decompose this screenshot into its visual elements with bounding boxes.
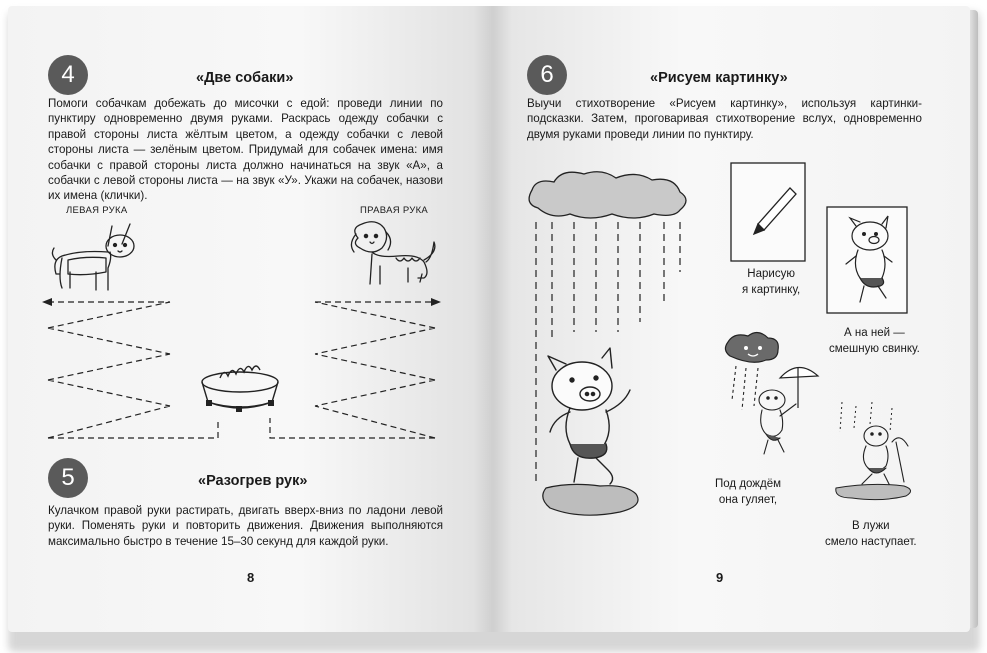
section-number-badge: 5 xyxy=(48,458,88,498)
cloud-icon xyxy=(524,168,694,228)
pig-umbrella-icon xyxy=(722,330,832,470)
instruction-paragraph: Кулачком правой руки растирать, двигать вверх-вниз по ладони левой руки. Поменять руки и повторить движения. Движения выполняются максимально быстро в течение 15–30 секунд для каждой руки. xyxy=(48,504,443,548)
page-number: 8 xyxy=(247,570,255,585)
caption-line: она гуляет, xyxy=(718,494,778,506)
caption-line: я картинку, xyxy=(742,284,801,296)
chihuahua-dog-icon xyxy=(50,218,140,293)
pig-icon xyxy=(540,348,660,518)
section-title: «Рисуем картинку» xyxy=(650,70,788,86)
caption-line: Нарисую xyxy=(747,268,795,280)
poem-caption-1 xyxy=(742,266,800,298)
left-hand-label: ЛЕВАЯ РУКА xyxy=(66,205,128,216)
poem-caption-2 xyxy=(829,325,920,357)
section-text xyxy=(48,503,443,549)
framed-pig-icon xyxy=(826,206,908,316)
pig-puddle-icon xyxy=(832,402,916,502)
instruction-paragraph: Выучи стихотворение «Рисуем картинку», используя картинки-подсказки. Затем, проговаривая стихотворение вслух, одновременно двумя руками проведи линии по пунктиру. xyxy=(527,97,922,141)
section-number-badge: 4 xyxy=(48,55,88,95)
right-hand-label: ПРАВАЯ РУКА xyxy=(360,205,429,216)
dog-bowl-icon xyxy=(198,364,284,414)
poem-caption-3 xyxy=(715,476,781,508)
section-number-badge: 6 xyxy=(527,55,567,95)
page-number: 9 xyxy=(716,570,724,585)
caption-line: А на ней — xyxy=(844,327,905,339)
section-text xyxy=(527,96,922,142)
shih-tzu-dog-icon xyxy=(348,218,443,293)
caption-line: В лужи xyxy=(852,520,890,532)
poem-caption-4 xyxy=(825,518,917,550)
caption-line: смело наступает. xyxy=(825,536,917,548)
caption-line: Под дождём xyxy=(715,478,781,490)
caption-line: смешную свинку. xyxy=(829,343,920,355)
section-title: «Разогрев рук» xyxy=(198,473,308,489)
section-title: «Две собаки» xyxy=(196,70,294,86)
section-text xyxy=(48,96,443,204)
instruction-paragraph: Помоги собачкам добежать до мисочки с едой: проведи линии по пунктиру одновременно двумя руками. Раскрась одежду собачки с правой стороны листа жёлтым цветом, а одежду собачки с левой стороны листа — зелёным цветом. Придумай для собачек имена: имя собачки с правой стороны листа должно начинаться на звук «А», а собачки с левой стороны листа — на звук «У». Укажи на собачек, назови их имена (клички). xyxy=(48,97,443,203)
paper-pencil-icon xyxy=(730,162,806,262)
